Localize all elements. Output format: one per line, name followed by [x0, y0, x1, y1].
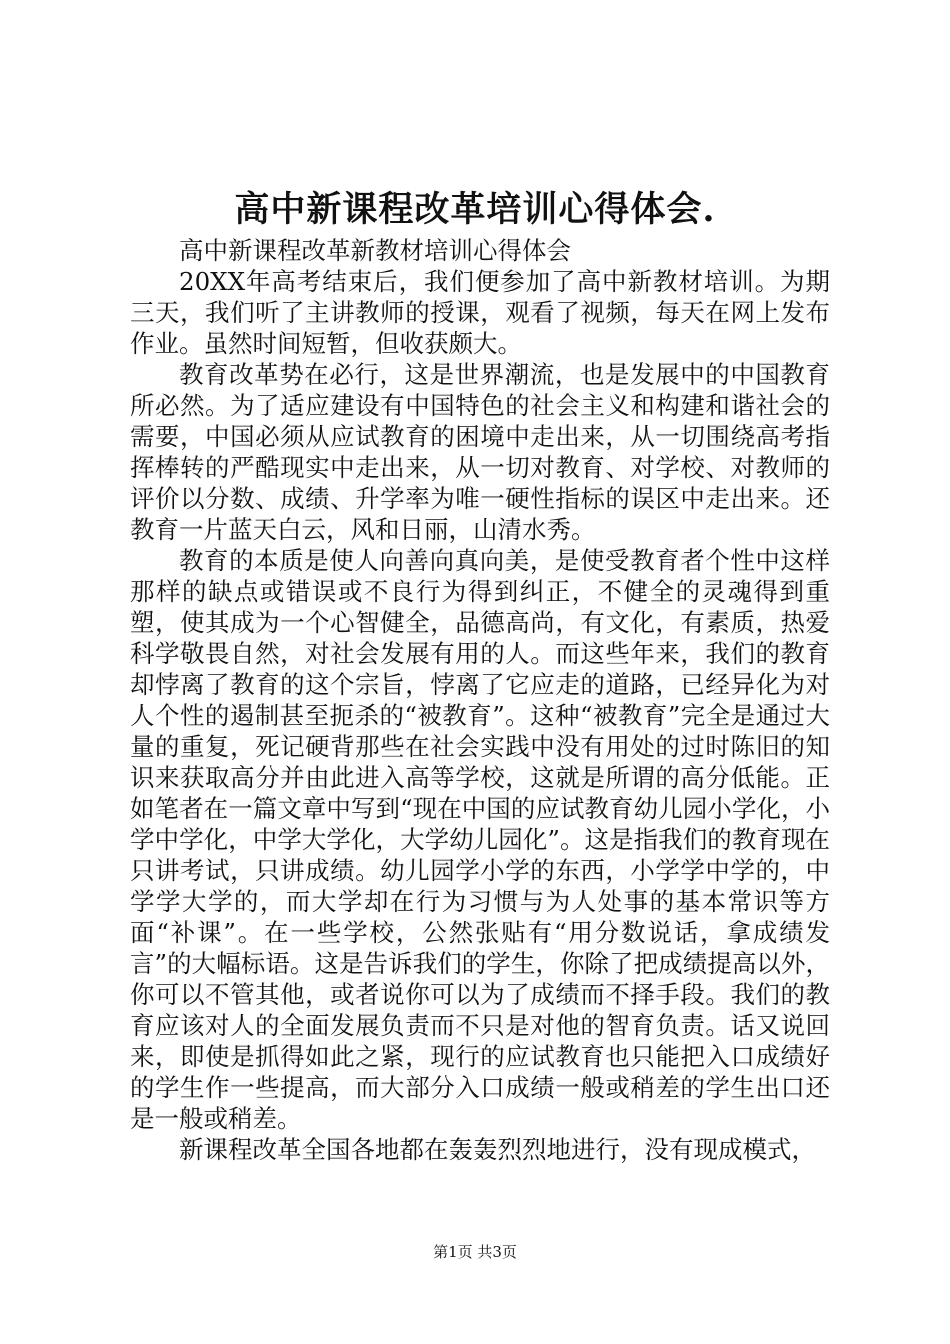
- document-title: 高中新课程改革培训心得体会.: [234, 189, 716, 230]
- body-paragraph: 20XX年高考结束后，我们便参加了高中新教材培训。为期三天，我们听了主讲教师的授课，观看了视频，每天在网上发布作业。虽然时间短暂，但收获颇大。: [130, 267, 830, 358]
- page-number-footer: 第1页 共3页: [433, 1243, 517, 1261]
- body-paragraph: 教育改革势在必行，这是世界潮流，也是发展中的中国教育所必然。为了适应建设有中国特色的社会主义和构建和谐社会的需要，中国必须从应试教育的困境中走出来，从一切围绕高考指挥棒转的严酷现实中走出来，从一切对教育、对学校、对教师的评价以分数、成绩、升学率为唯一硬性指标的误区中走出来。还教育一片蓝天白云，风和日丽，山清水秀。: [130, 360, 830, 544]
- subtitle-paragraph: 高中新课程改革新教材培训心得体会: [179, 236, 571, 265]
- body-paragraph: 教育的本质是使人向善向真向美，是使受教育者个性中这样那样的缺点或错误或不良行为得到纠正，不健全的灵魂得到重塑，使其成为一个心智健全，品德高尚，有文化，有素质，热爱科学敬畏自然，对社会发展有用的人。而这些年来，我们的教育却悖离了教育的这个宗旨，悖离了它应走的道路，已经异化为对人个性的遏制甚至扼杀的“被教育”。这种“被教育”完全是通过大量的重复，死记硬背那些在社会实践中没有用处的过时陈旧的知识来获取高分并由此进入高等学校，这就是所谓的高分低能。正如笔者在一篇文章中写到“现在中国的应试教育幼儿园小学化，小学中学化，中学大学化，大学幼儿园化”。这是指我们的教育现在只讲考试，只讲成绩。幼儿园学小学的东西，小学学中学的，中学学大学的，而大学却在行为习惯与为人处事的基本常识等方面“补课”。在一些学校，公然张贴有“用分数说话，拿成绩发言”的大幅标语。这是告诉我们的学生，你除了把成绩提高以外，你可以不管其他，或者说你可以为了成绩而不择手段。我们的教育应该对人的全面发展负责而不只是对他的智育负责。话又说回来，即使是抓得如此之紧，现行的应试教育也只能把入口成绩好的学生作一些提高，而大部分入口成绩一般或稍差的学生出口还是一般或稍差。: [130, 546, 830, 1133]
- document-body: [130, 235, 830, 1165]
- body-paragraph: 新课程改革全国各地都在轰轰烈烈地进行，没有现成模式，: [179, 1135, 816, 1164]
